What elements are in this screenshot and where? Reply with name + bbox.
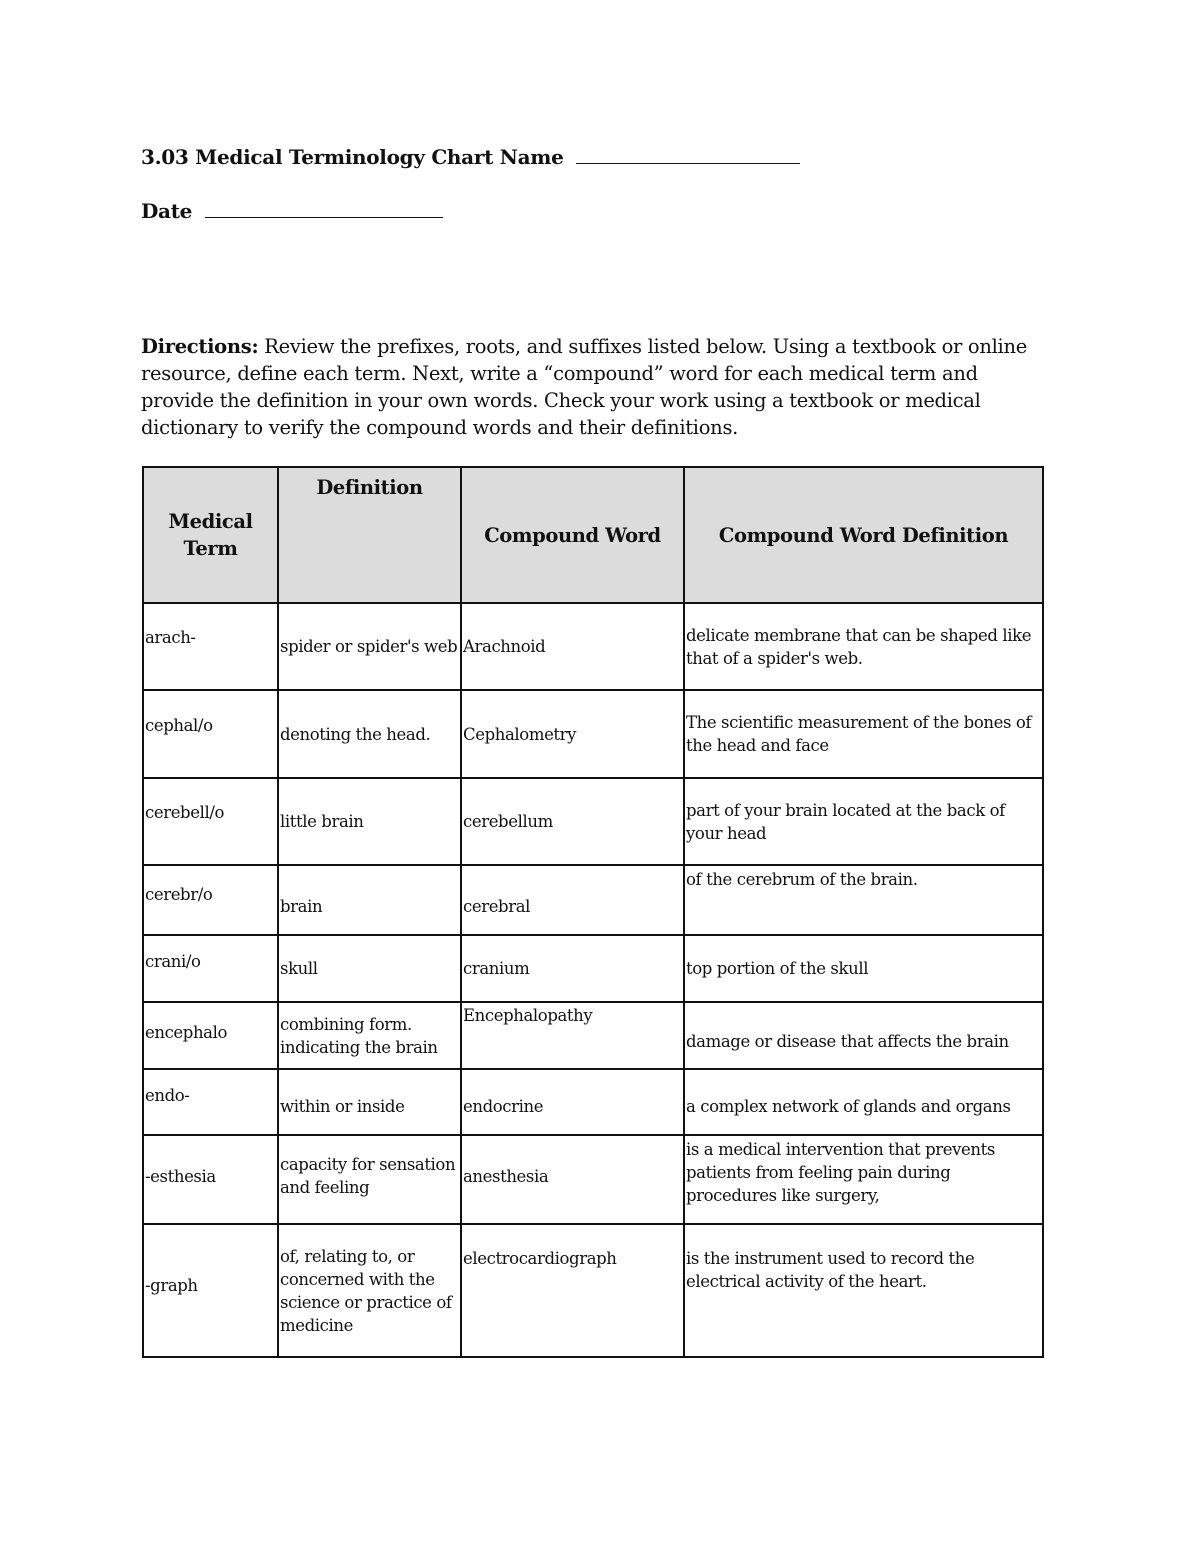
term-cell: crani/o bbox=[143, 935, 278, 1002]
table-row bbox=[143, 935, 1043, 1002]
definition-cell[interactable]: brain bbox=[278, 865, 461, 935]
compound-definition-cell[interactable]: The scientific measurement of the bones of the head and face bbox=[684, 690, 1043, 778]
header-compound-word: Compound Word bbox=[461, 467, 684, 603]
compound-definition-cell[interactable]: damage or disease that affects the brain bbox=[684, 1002, 1043, 1069]
definition-cell[interactable]: of, relating to, or concerned with the science or practice of medicine bbox=[278, 1224, 461, 1357]
definition-cell[interactable]: little brain bbox=[278, 778, 461, 865]
table-row bbox=[143, 603, 1043, 690]
compound-word-cell[interactable]: cerebellum bbox=[461, 778, 684, 865]
compound-word-cell[interactable]: Arachnoid bbox=[461, 603, 684, 690]
date-blank-line[interactable] bbox=[205, 197, 443, 218]
table-row bbox=[143, 778, 1043, 865]
table-row bbox=[143, 1135, 1043, 1224]
table-row bbox=[143, 1069, 1043, 1135]
definition-cell[interactable]: denoting the head. bbox=[278, 690, 461, 778]
date-line bbox=[141, 197, 443, 223]
compound-word-cell[interactable]: anesthesia bbox=[461, 1135, 684, 1224]
title-text: 3.03 Medical Terminology Chart Name bbox=[141, 145, 564, 169]
definition-cell[interactable]: spider or spider's web bbox=[278, 603, 461, 690]
compound-definition-cell[interactable]: is the instrument used to record the electrical activity of the heart. bbox=[684, 1224, 1043, 1357]
directions-paragraph bbox=[141, 333, 1046, 441]
compound-definition-cell[interactable]: top portion of the skull bbox=[684, 935, 1043, 1002]
header-compound-definition: Compound Word Definition bbox=[684, 467, 1043, 603]
compound-definition-cell[interactable]: of the cerebrum of the brain. bbox=[684, 865, 1043, 935]
table-row bbox=[143, 690, 1043, 778]
compound-word-cell[interactable]: Encephalopathy bbox=[461, 1002, 684, 1069]
table-header-row bbox=[143, 467, 1043, 603]
compound-word-cell[interactable]: endocrine bbox=[461, 1069, 684, 1135]
compound-word-cell[interactable]: electrocardiograph bbox=[461, 1224, 684, 1357]
terminology-table bbox=[142, 466, 1044, 1358]
header-definition: Definition bbox=[278, 467, 461, 603]
term-cell: endo- bbox=[143, 1069, 278, 1135]
page-title bbox=[141, 143, 800, 169]
table-row bbox=[143, 1224, 1043, 1357]
compound-word-cell[interactable]: cranium bbox=[461, 935, 684, 1002]
term-cell: -esthesia bbox=[143, 1135, 278, 1224]
table-row bbox=[143, 1002, 1043, 1069]
table-row bbox=[143, 865, 1043, 935]
definition-cell[interactable]: capacity for sensation and feeling bbox=[278, 1135, 461, 1224]
term-cell: cerebr/o bbox=[143, 865, 278, 935]
term-cell: encephalo bbox=[143, 1002, 278, 1069]
compound-definition-cell[interactable]: is a medical intervention that prevents patients from feeling pain during procedures like surgery, bbox=[684, 1135, 1043, 1224]
compound-word-cell[interactable]: cerebral bbox=[461, 865, 684, 935]
compound-definition-cell[interactable]: part of your brain located at the back of your head bbox=[684, 778, 1043, 865]
directions-text: Review the prefixes, roots, and suffixes listed below. Using a textbook or online resource, define each term. Next, write a “compound” word for each medical term and provide the definition in your own words. Check your work using a textbook or medical dictionary to verify the compound words and their definitions. bbox=[141, 335, 1027, 439]
definition-cell[interactable]: within or inside bbox=[278, 1069, 461, 1135]
definition-cell[interactable]: combining form. indicating the brain bbox=[278, 1002, 461, 1069]
date-label: Date bbox=[141, 199, 193, 223]
term-cell: -graph bbox=[143, 1224, 278, 1357]
name-blank-line[interactable] bbox=[576, 143, 800, 164]
term-cell: cerebell/o bbox=[143, 778, 278, 865]
compound-word-cell[interactable]: Cephalometry bbox=[461, 690, 684, 778]
header-medical-term: Medical Term bbox=[143, 467, 278, 603]
compound-definition-cell[interactable]: delicate membrane that can be shaped like that of a spider's web. bbox=[684, 603, 1043, 690]
definition-cell[interactable]: skull bbox=[278, 935, 461, 1002]
term-cell: cephal/o bbox=[143, 690, 278, 778]
directions-label: Directions: bbox=[141, 335, 259, 358]
compound-definition-cell[interactable]: a complex network of glands and organs bbox=[684, 1069, 1043, 1135]
term-cell: arach- bbox=[143, 603, 278, 690]
